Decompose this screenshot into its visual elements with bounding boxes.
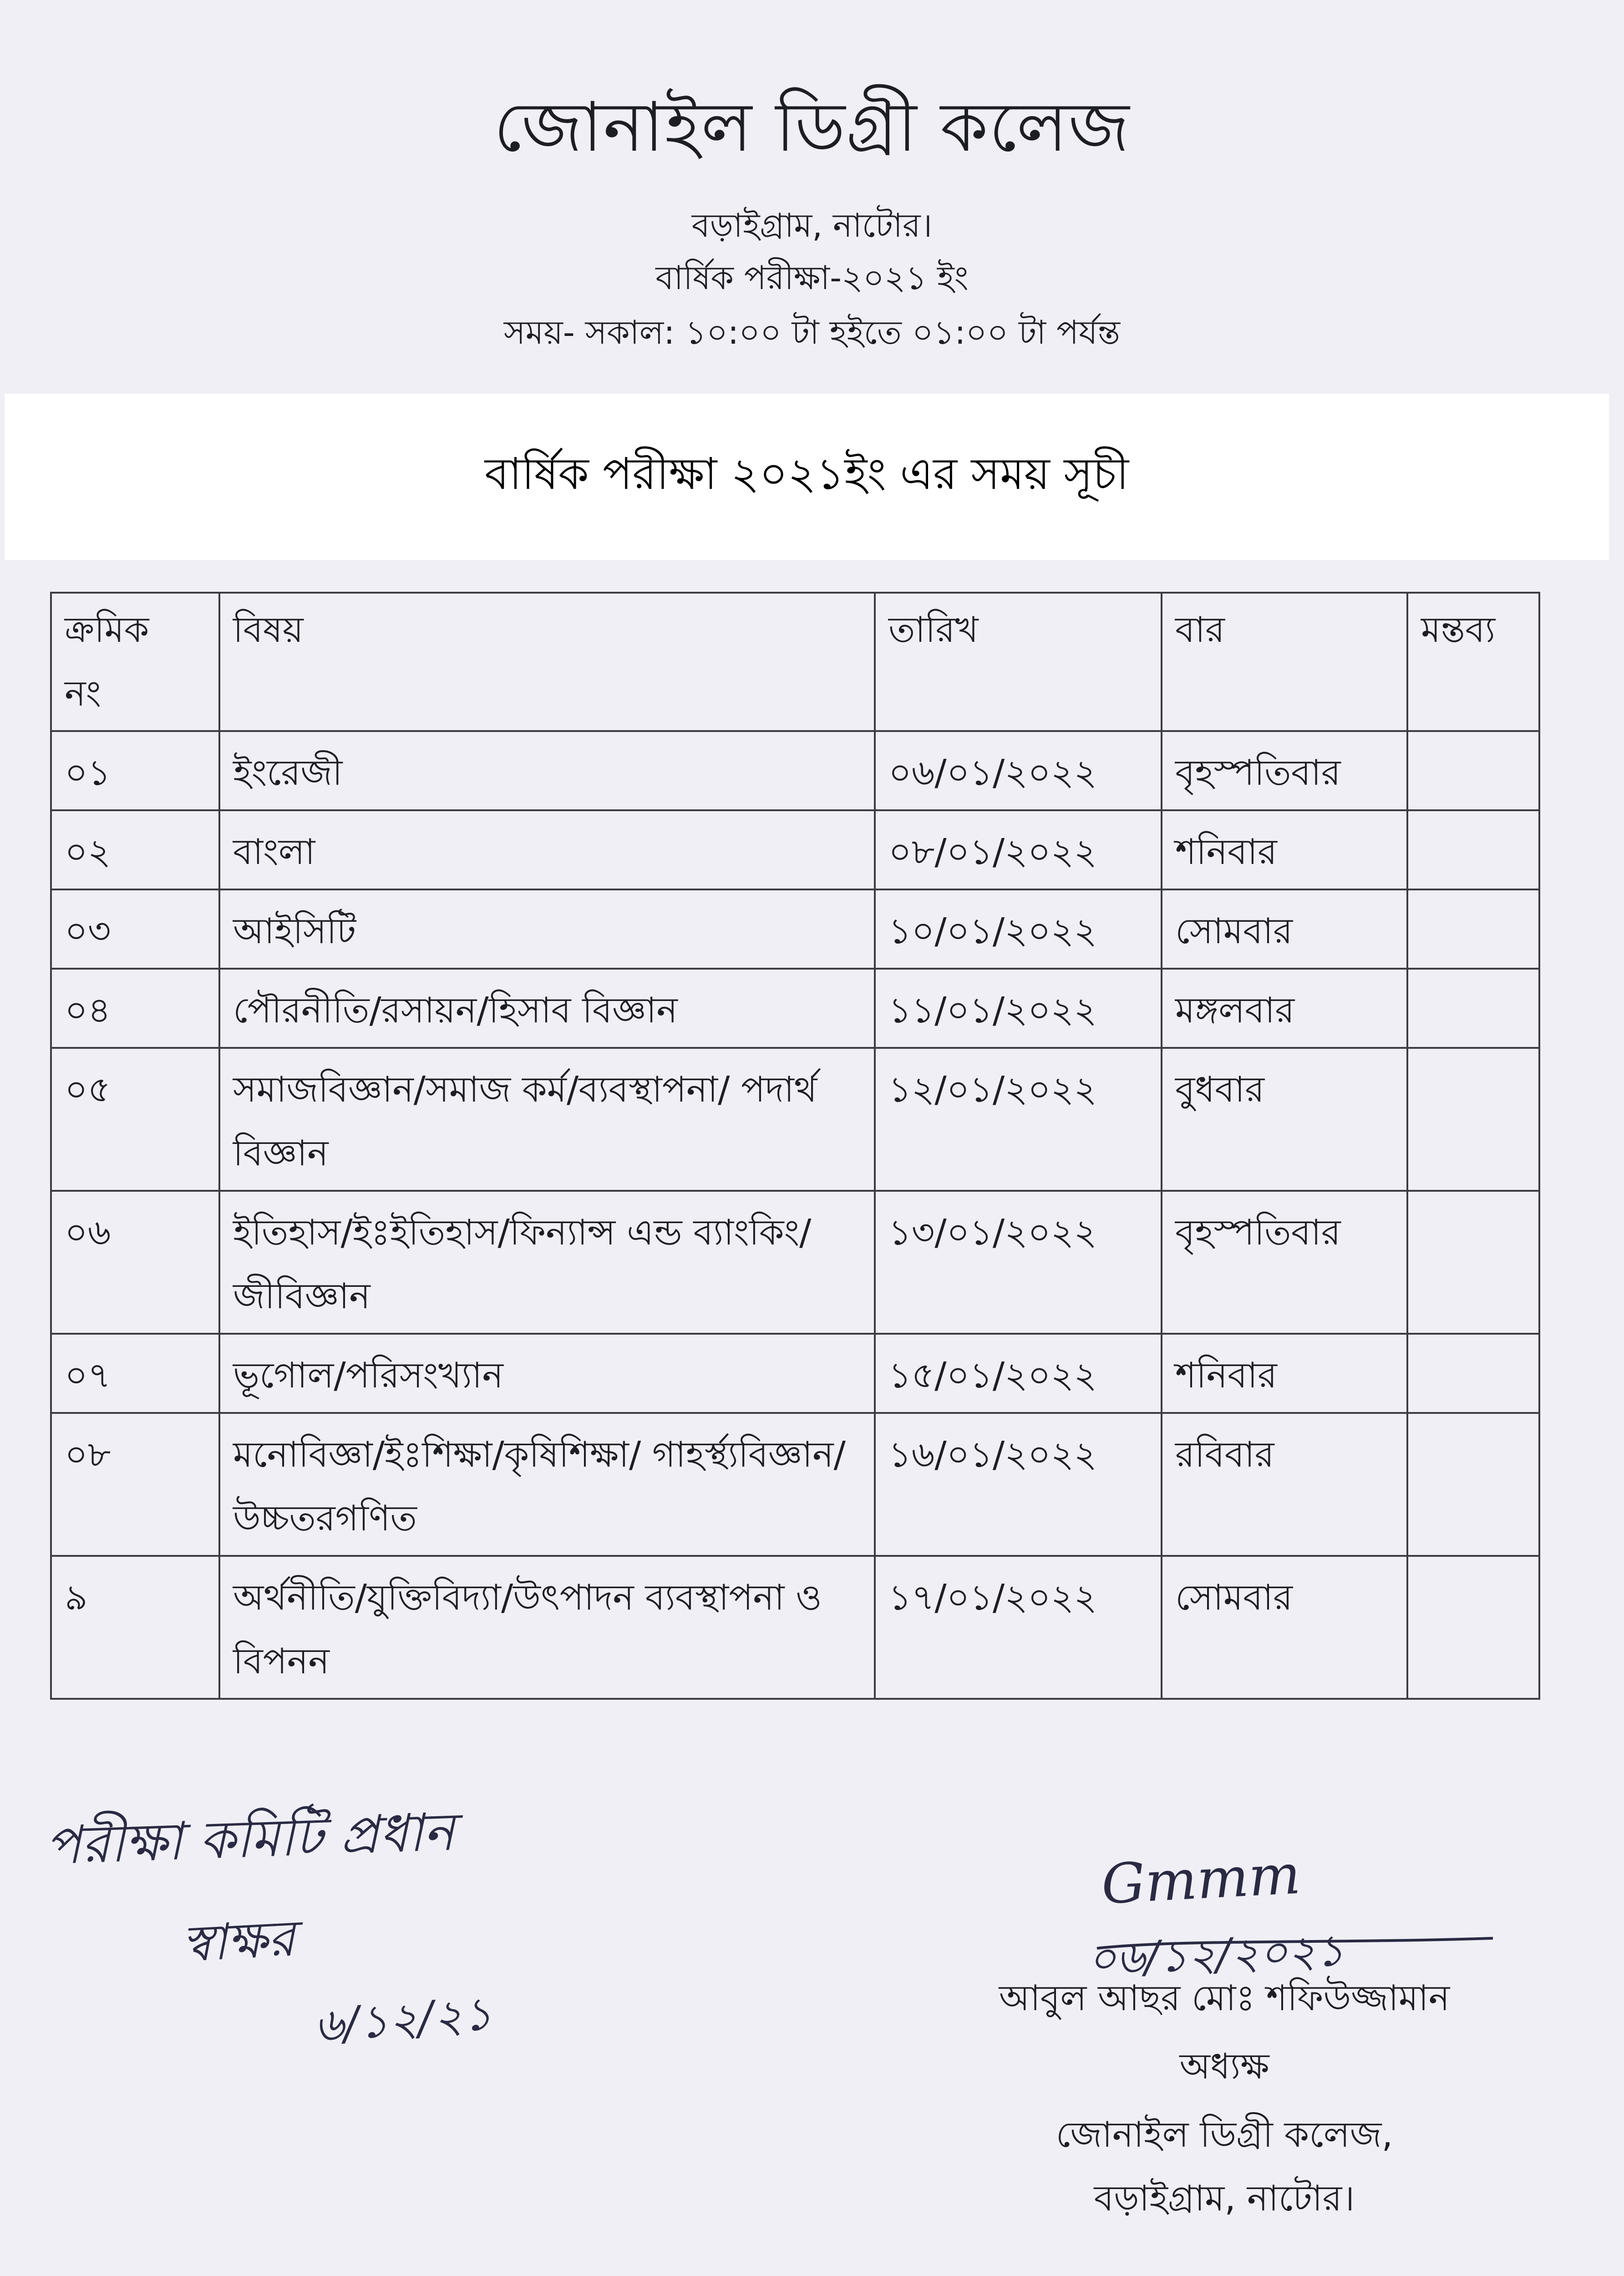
row-serial: ৯: [51, 1556, 219, 1699]
principal-name: আবুল আছর মোঃ শফিউজ্জামান: [999, 1978, 1450, 2019]
row-day: শনিবার: [1162, 1334, 1407, 1413]
row-serial: ০৬: [51, 1191, 219, 1334]
row-date: ১১/০১/২০২২: [875, 969, 1162, 1048]
table-row: [51, 731, 1539, 810]
principal-signature-date: ০৬/১২/২০২১: [1086, 1925, 1345, 1985]
table-row: [51, 1048, 1539, 1191]
header-serial: [51, 593, 219, 731]
row-serial: ০৭: [51, 1334, 219, 1413]
principal-title: অধ্যক্ষ: [1179, 2046, 1269, 2087]
row-day: বৃহস্পতিবার: [1162, 1191, 1407, 1334]
row-date: ১৬/০১/২০২২: [875, 1413, 1162, 1556]
row-day: রবিবার: [1162, 1413, 1407, 1556]
row-day: সোমবার: [1162, 1556, 1407, 1699]
committee-signature: স্বাক্ষর: [180, 1909, 297, 1973]
principal-location: বড়াইগ্রাম, নাটোর।: [1094, 2178, 1355, 2219]
college-location: বড়াইগ্রাম, নাটোর।: [691, 206, 933, 244]
schedule-banner: [5, 394, 1609, 560]
row-subject: অর্থনীতি/যুক্তিবিদ্যা/উৎপাদন ব্যবস্থাপনা ও বিপনন: [219, 1556, 875, 1699]
row-remarks: [1407, 889, 1539, 969]
row-subject: পৌরনীতি/রসায়ন/হিসাব বিজ্ঞান: [219, 969, 875, 1048]
row-date: ১০/০১/২০২২: [875, 889, 1162, 969]
table-row: [51, 1413, 1539, 1556]
row-subject: ভূগোল/পরিসংখ্যান: [219, 1334, 875, 1413]
row-remarks: [1407, 731, 1539, 810]
exam-time: সময়- সকাল: ১০:০০ টা হইতে ০১:০০ টা পর্যন্ত: [503, 313, 1121, 351]
row-remarks: [1407, 1191, 1539, 1334]
row-serial: ০১: [51, 731, 219, 810]
table-row: [51, 1334, 1539, 1413]
row-day: বুধবার: [1162, 1048, 1407, 1191]
row-subject: ইংরেজী: [219, 731, 875, 810]
principal-signature: Gmmm: [1100, 1843, 1302, 1917]
row-remarks: [1407, 810, 1539, 889]
row-date: ০৬/০১/২০২২: [875, 731, 1162, 810]
header-date: তারিখ: [875, 593, 1162, 731]
table-row: [51, 1191, 1539, 1334]
row-remarks: [1407, 1334, 1539, 1413]
row-remarks: [1407, 1413, 1539, 1556]
schedule-banner-title: বার্ষিক পরীক্ষা ২০২১ইং এর সময় সূচী: [484, 448, 1129, 499]
exam-schedule-table: [50, 592, 1540, 1700]
row-remarks: [1407, 1048, 1539, 1191]
header-remarks: মন্তব্য: [1407, 593, 1539, 731]
row-date: ১৫/০১/২০২২: [875, 1334, 1162, 1413]
table-header-row: [51, 593, 1539, 731]
row-subject: ইতিহাস/ইঃইতিহাস/ফিন্যান্স এন্ড ব্যাংকিং/ জীবিজ্ঞান: [219, 1191, 875, 1334]
header-day: বার: [1162, 593, 1407, 731]
row-day: মঙ্গলবার: [1162, 969, 1407, 1048]
row-serial: ০২: [51, 810, 219, 889]
row-date: ১৭/০১/২০২২: [875, 1556, 1162, 1699]
row-subject: মনোবিজ্ঞা/ইঃশিক্ষা/কৃষিশিক্ষা/ গাহর্স্থ্যবিজ্ঞান/উচ্চতরগণিত: [219, 1413, 875, 1556]
table-row: [51, 889, 1539, 969]
header-subject: বিষয়: [219, 593, 875, 731]
row-subject: বাংলা: [219, 810, 875, 889]
header-serial-line1: ক্রমিক: [65, 610, 149, 650]
table-row: [51, 969, 1539, 1048]
row-day: বৃহস্পতিবার: [1162, 731, 1407, 810]
table-row: [51, 810, 1539, 889]
row-date: ১২/০১/২০২২: [875, 1048, 1162, 1191]
committee-handwritten-note: পরীক্ষা কমিটি প্রধান: [44, 1801, 456, 1877]
row-serial: ০৩: [51, 889, 219, 969]
row-day: সোমবার: [1162, 889, 1407, 969]
principal-college: জোনাইল ডিগ্রী কলেজ,: [1056, 2114, 1393, 2155]
table-row: [51, 1556, 1539, 1699]
row-serial: ০৪: [51, 969, 219, 1048]
header-serial-line2: নং: [65, 673, 102, 714]
row-serial: ০৮: [51, 1413, 219, 1556]
row-day: শনিবার: [1162, 810, 1407, 889]
row-serial: ০৫: [51, 1048, 219, 1191]
committee-signature-date: ৬/১২/২১: [312, 1986, 494, 2052]
row-date: ১৩/০১/২০২২: [875, 1191, 1162, 1334]
college-name: জোনাইল ডিগ্রী কলেজ: [493, 88, 1131, 167]
row-date: ০৮/০১/২০২২: [875, 810, 1162, 889]
row-subject: আইসিটি: [219, 889, 875, 969]
exam-title: বার্ষিক পরীক্ষা-২০২১ ইং: [655, 259, 969, 297]
row-remarks: [1407, 969, 1539, 1048]
row-remarks: [1407, 1556, 1539, 1699]
row-subject: সমাজবিজ্ঞান/সমাজ কর্ম/ব্যবস্থাপনা/ পদার্থ বিজ্ঞান: [219, 1048, 875, 1191]
